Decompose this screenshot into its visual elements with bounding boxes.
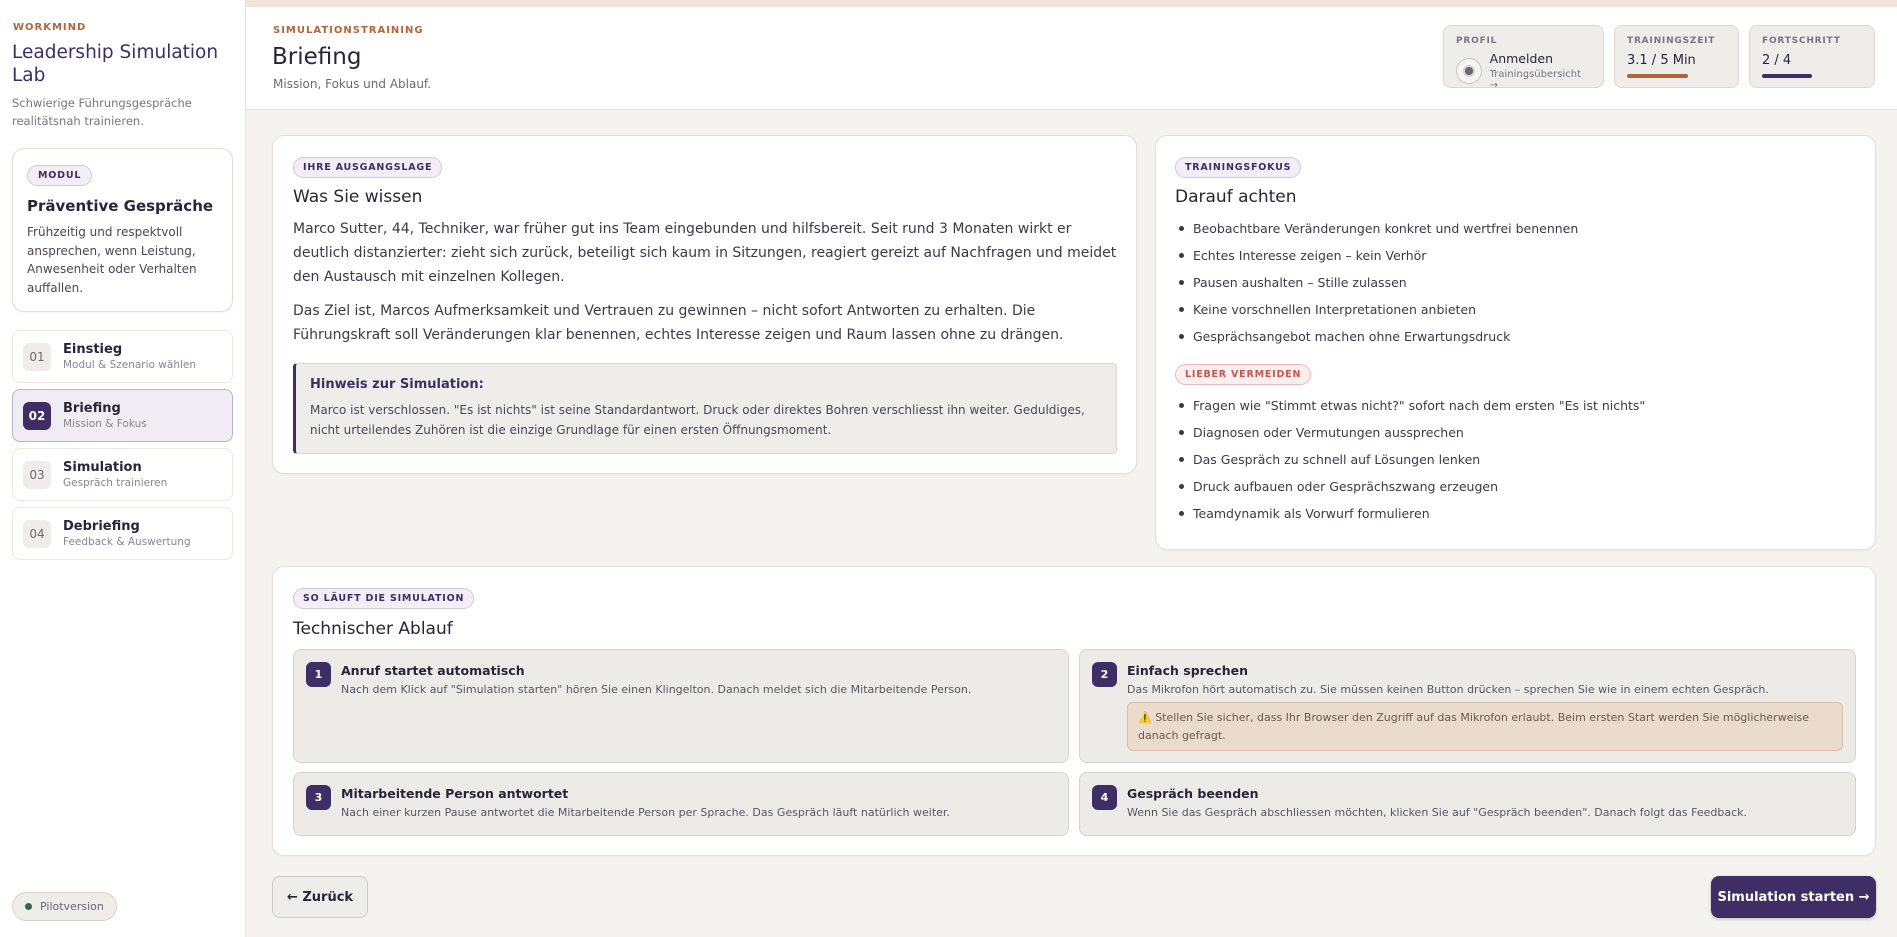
list-item: Echtes Interesse zeigen – kein Verhör (1176, 247, 1578, 274)
step-title: Einstieg (63, 342, 123, 357)
step-number: 04 (23, 520, 51, 548)
do-list (1176, 220, 1578, 355)
process-step-title: Mitarbeitende Person antwortet (341, 786, 569, 801)
list-item: Fragen wie "Stimmt etwas nicht?" sofort nach dem ersten "Es ist nichts" (1176, 397, 1645, 424)
user-icon (1456, 58, 1482, 84)
situation-paragraph-1: Marco Sutter, 44, Techniker, war früher gut ins Team eingebunden und hilfsbereit. Seit rund 3 Monaten wirkt er deutlich distanzierter: zieht sich zurück, beteiligt sich kaum in Sitzungen, reagiert gereizt auf Nachfragen und meidet den Austausch mit einzelnen Kollegen. (293, 221, 1117, 285)
progress-value: 2 / 4 (1762, 53, 1792, 68)
list-item: Beobachtbare Veränderungen konkret und wertfrei benennen (1176, 220, 1578, 247)
hint-text: Marco ist verschlossen. "Es ist nichts" ist seine Standardantwort. Druck oder direktes Bohren verschliesst ihn weiter. Geduldiges, nicht urteilendes Zuhören ist die einzige Grundlage für einen ersten Öffnungsmoment. (310, 403, 1085, 437)
status-dot-icon (25, 903, 32, 910)
header-kicker: SIMULATIONSTRAINING (273, 25, 424, 36)
process-title: Technischer Ablauf (293, 619, 453, 639)
focus-tag: TRAININGSFOKUS (1175, 157, 1301, 178)
step-number: 02 (23, 402, 51, 430)
top-accent-line (246, 0, 1897, 7)
pilot-label: Pilotversion (40, 900, 104, 913)
list-item: Gesprächsangebot machen ohne Erwartungsdruck (1176, 328, 1578, 355)
login-link[interactable]: Anmelden (1489, 51, 1554, 66)
process-step-4 (1079, 772, 1856, 836)
brand-kicker: WORKMIND (13, 22, 87, 33)
step-subtitle: Modul & Szenario wählen (63, 359, 197, 371)
situation-card (272, 135, 1137, 474)
list-item: Das Gespräch zu schnell auf Lösungen lenken (1176, 451, 1645, 478)
step-title: Debriefing (63, 519, 140, 534)
list-item: Keine vorschnellen Interpretationen anbieten (1176, 301, 1578, 328)
step-subtitle: Feedback & Auswertung (63, 536, 191, 548)
page-header (246, 7, 1897, 110)
process-step-title: Einfach sprechen (1127, 663, 1248, 678)
simulation-hint (293, 363, 1117, 454)
process-step-text: Nach einer kurzen Pause antwortet die Mitarbeitende Person per Sprache. Das Gespräch läuft natürlich weiter. (341, 806, 950, 819)
profile-label: PROFIL (1456, 36, 1498, 46)
app-subtitle: Schwierige Führungsgespräche realitätsnah trainieren. (12, 96, 192, 128)
page-subtitle: Mission, Fokus und Ablauf. (273, 77, 432, 91)
focus-card (1155, 135, 1876, 550)
step-number-badge: 3 (306, 785, 331, 810)
list-item: Druck aufbauen oder Gesprächszwang erzeugen (1176, 478, 1645, 505)
module-description: Frühzeitig und respektvoll ansprechen, wenn Leistung, Anwesenheit oder Verhalten auffallen. (27, 225, 197, 295)
process-step-2 (1079, 649, 1856, 763)
step-simulation[interactable] (12, 448, 233, 501)
training-time-value: 3.1 / 5 Min (1627, 53, 1696, 68)
microphone-warning: ⚠️ Stellen Sie sicher, dass Ihr Browser den Zugriff auf das Mikrofon erlaubt. Beim ersten Start werden Sie möglicherweise danach gefragt. (1127, 702, 1843, 751)
avoid-tag: LIEBER VERMEIDEN (1175, 364, 1311, 385)
back-button[interactable]: ← Zurück (272, 876, 368, 918)
process-step-3 (293, 772, 1069, 836)
page-title: Briefing (272, 44, 362, 70)
step-number: 03 (23, 461, 51, 489)
focus-title: Darauf achten (1175, 187, 1297, 207)
step-einstieg[interactable] (12, 330, 233, 383)
process-card (272, 566, 1876, 856)
module-tag: MODUL (27, 165, 92, 186)
step-title: Briefing (63, 401, 121, 416)
progress-label: FORTSCHRITT (1762, 36, 1841, 46)
training-overview-link[interactable]: Trainingsübersicht → (1489, 69, 1582, 91)
step-number-badge: 2 (1092, 662, 1117, 687)
list-item: Teamdynamik als Vorwurf formulieren (1176, 505, 1645, 532)
process-step-text: Das Mikrofon hört automatisch zu. Sie müssen keinen Button drücken – sprechen Sie wie in einem echten Gespräch. (1127, 683, 1769, 696)
training-time-card (1614, 25, 1739, 88)
step-number: 01 (23, 343, 51, 371)
progress-bar (1762, 74, 1812, 78)
start-simulation-button[interactable]: Simulation starten → (1711, 876, 1876, 918)
module-title: Präventive Gespräche (27, 197, 214, 215)
step-number-badge: 4 (1092, 785, 1117, 810)
process-step-title: Anruf startet automatisch (341, 663, 525, 678)
step-navigation (12, 330, 233, 560)
hint-title: Hinweis zur Simulation: (310, 377, 484, 392)
situation-title: Was Sie wissen (293, 187, 423, 207)
app-title: Leadership Simulation Lab (12, 42, 219, 86)
list-item: Pausen aushalten – Stille zulassen (1176, 274, 1578, 301)
step-briefing[interactable] (12, 389, 233, 442)
profile-card[interactable] (1443, 25, 1604, 91)
module-card (12, 148, 233, 312)
pilot-badge (12, 892, 117, 921)
sidebar (0, 0, 246, 937)
training-time-bar (1627, 74, 1688, 78)
avoid-list (1176, 397, 1645, 532)
process-step-title: Gespräch beenden (1127, 786, 1259, 801)
process-step-text: Nach dem Klick auf "Simulation starten" hören Sie einen Klingelton. Danach meldet sich die Mitarbeitende Person. (341, 683, 972, 696)
list-item: Diagnosen oder Vermutungen aussprechen (1176, 424, 1645, 451)
progress-card (1749, 25, 1875, 88)
situation-tag: IHRE AUSGANGSLAGE (293, 157, 442, 178)
process-step-1 (293, 649, 1069, 763)
situation-paragraph-2: Das Ziel ist, Marcos Aufmerksamkeit und Vertrauen zu gewinnen – nicht sofort Antworten zu erhalten. Die Führungskraft soll Veränderungen klar benennen, echtes Interesse zeigen und Raum lassen ohne zu drängen. (293, 303, 1064, 343)
step-debriefing[interactable] (12, 507, 233, 560)
step-number-badge: 1 (306, 662, 331, 687)
process-step-text: Wenn Sie das Gespräch abschliessen möchten, klicken Sie auf "Gespräch beenden". Danach folgt das Feedback. (1127, 806, 1747, 819)
step-subtitle: Gespräch trainieren (63, 477, 168, 489)
process-tag: SO LÄUFT DIE SIMULATION (293, 588, 474, 609)
training-time-label: TRAININGSZEIT (1627, 36, 1716, 46)
step-title: Simulation (63, 460, 142, 475)
step-subtitle: Mission & Fokus (63, 418, 147, 430)
